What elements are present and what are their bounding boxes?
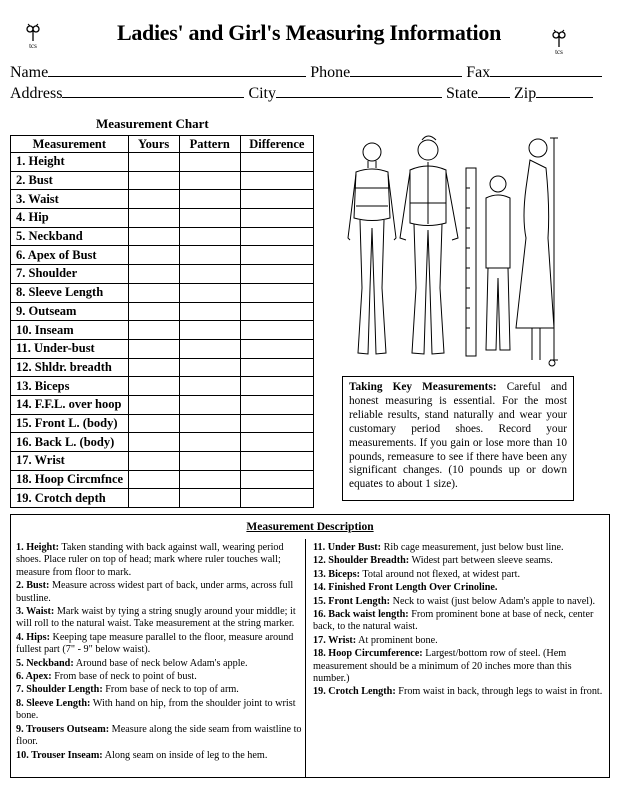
address-label: Address (10, 85, 63, 102)
difference-cell[interactable] (240, 227, 313, 246)
description-text: With hand on hip, from the shoulder joint to wrist bone. (16, 697, 296, 722)
name-label: Name (10, 64, 49, 81)
difference-cell[interactable] (240, 302, 313, 321)
phone-field[interactable] (350, 63, 462, 77)
description-item (16, 658, 306, 670)
yours-cell[interactable] (128, 227, 179, 246)
zip-label: Zip (514, 85, 537, 102)
yours-cell[interactable] (128, 339, 179, 358)
measurement-name (11, 227, 129, 246)
description-text: Keeping tape measure parallel to the floor, measure around fullest part (7" - 9" below waist). (16, 631, 294, 656)
yours-cell[interactable] (128, 433, 179, 452)
city-field[interactable] (276, 84, 442, 98)
description-item (313, 582, 605, 594)
measurement-name (11, 190, 129, 209)
description-text: Largest/bottom row of steel. (Hem measurement should be a minimum of 20 inches more than this number.) (313, 648, 572, 685)
key-measurements-note (342, 376, 574, 501)
pattern-cell[interactable] (179, 302, 240, 321)
address-field[interactable] (62, 84, 244, 98)
yours-cell[interactable] (128, 265, 179, 284)
pattern-cell[interactable] (179, 414, 240, 433)
measurement-label: 13. Biceps (16, 378, 70, 393)
measurement-label: 16. Back L. (body) (16, 434, 115, 449)
chart-row (11, 302, 314, 321)
difference-cell[interactable] (240, 283, 313, 302)
description-label: 19. Crotch Length: (313, 686, 396, 698)
description-text: At prominent bone. (356, 634, 438, 646)
pattern-cell[interactable] (179, 470, 240, 489)
description-item (313, 648, 605, 685)
description-text: Taken standing with back against wall, wearing period shoes. Place ruler on top of head; mark where ruler touches wall; measure from floor to mark. (16, 542, 284, 578)
measurement-name (11, 265, 129, 284)
measurement-label: 11. Under-bust (16, 341, 95, 356)
measurement-label: 2. Bust (16, 173, 53, 188)
yours-cell[interactable] (128, 452, 179, 471)
pattern-cell[interactable] (179, 153, 240, 172)
description-item (16, 724, 306, 749)
description-text: Neck to waist (just below Adam's apple to navel). (390, 595, 596, 607)
yours-cell[interactable] (128, 321, 179, 340)
key-text: Careful and honest measuring is essential. For the most reliable results, stand naturally and wear your customary period shoes. Record your measurements. If you gain or lose more than 10 pounds, remeasure to see if there have been any significant changes. (10 pounds up or down equates to about 1 size). (349, 381, 568, 491)
difference-cell[interactable] (240, 153, 313, 172)
description-item (313, 542, 605, 554)
pattern-cell[interactable] (179, 358, 240, 377)
pattern-cell[interactable] (179, 265, 240, 284)
city-label: City (248, 85, 276, 102)
measurement-label: 8. Sleeve Length (16, 285, 104, 300)
chart-row (11, 190, 314, 209)
measurement-name (11, 358, 129, 377)
description-item (313, 635, 605, 647)
pattern-cell[interactable] (179, 452, 240, 471)
measurement-name (11, 339, 129, 358)
phone-label: Phone (310, 64, 351, 81)
description-label: 4. Hips: (16, 631, 50, 643)
description-text: Rib cage measurement, just below bust line. (381, 542, 564, 553)
chart-row (11, 209, 314, 228)
measurement-name (11, 153, 129, 172)
state-field[interactable] (478, 84, 510, 98)
yours-cell[interactable] (128, 414, 179, 433)
description-label: 13. Biceps: (313, 568, 360, 580)
description-label: 9. Trousers Outseam: (16, 723, 110, 735)
description-item (313, 686, 605, 698)
measurement-label: 7. Shoulder (16, 266, 78, 281)
figure-drawing-icon (340, 128, 565, 368)
measurement-label: 1. Height (16, 154, 65, 169)
description-item (313, 569, 605, 581)
pattern-cell[interactable] (179, 339, 240, 358)
description-item (16, 632, 306, 657)
pattern-cell[interactable] (179, 209, 240, 228)
description-item (16, 698, 306, 723)
measurement-label: 5. Neckband (16, 229, 83, 244)
description-label: 3. Waist: (16, 606, 55, 618)
measurement-label: 14. F.F.L. over hoop (16, 397, 122, 412)
yours-cell[interactable] (128, 171, 179, 190)
measurement-label: 9. Outseam (16, 303, 77, 318)
description-label: 12. Shoulder Breadth: (313, 555, 410, 567)
description-label: 5. Neckband: (16, 657, 74, 669)
chart-row (11, 470, 314, 489)
chart-title: Measurement Chart (96, 116, 209, 131)
description-label: 7. Shoulder Length: (16, 684, 103, 696)
chart-row (11, 433, 314, 452)
chart-row (11, 414, 314, 433)
measurement-name (11, 470, 129, 489)
description-item (16, 580, 306, 605)
pattern-cell[interactable] (179, 190, 240, 209)
description-text: Widest part between sleeve seams. (409, 555, 553, 567)
measurement-name (11, 302, 129, 321)
description-label: 1. Height: (16, 542, 60, 553)
measurement-label: 17. Wrist (16, 453, 65, 468)
pattern-cell[interactable] (179, 283, 240, 302)
description-text: Measure along the side seam from waistline to floor. (16, 723, 302, 748)
measurement-name (11, 489, 129, 508)
description-item (313, 609, 605, 634)
measurement-label: 3. Waist (16, 191, 59, 206)
description-label: 2. Bust: (16, 580, 50, 592)
page-title: Ladies' and Girl's Measuring Information (116, 20, 502, 45)
difference-cell[interactable] (240, 358, 313, 377)
difference-cell[interactable] (240, 489, 313, 508)
description-item (16, 750, 306, 762)
description-right-column (313, 542, 605, 700)
description-item (16, 671, 306, 683)
chart-row (11, 358, 314, 377)
difference-cell[interactable] (240, 395, 313, 414)
description-text: Measure across widest part of back, under arms, across full bustline. (16, 580, 294, 604)
chart-row (11, 339, 314, 358)
key-heading: Taking Key Measurements: (349, 381, 497, 393)
description-label: 14. Finished Front Length Over Crinoline. (313, 582, 498, 594)
description-label: 6. Apex: (16, 671, 52, 683)
measuring-figures-illustration (340, 128, 565, 368)
yours-cell[interactable] (128, 489, 179, 508)
description-label: 16. Back waist length: (313, 609, 409, 621)
description-label: 17. Wrist: (313, 634, 357, 646)
chart-row (11, 153, 314, 172)
difference-cell[interactable] (240, 452, 313, 471)
yours-cell[interactable] (128, 209, 179, 228)
measurement-name (11, 246, 129, 265)
measurement-label: 18. Hoop Circmfnce (16, 472, 124, 487)
chart-header-row (11, 136, 314, 153)
measurement-chart (10, 135, 314, 508)
measurement-name (11, 209, 129, 228)
description-item (16, 542, 306, 579)
description-text: From prominent bone at base of neck, center back, to the natural waist. (313, 609, 594, 633)
description-text: From waist in back, through legs to waist in front. (395, 686, 603, 698)
measurement-name (11, 171, 129, 190)
yours-cell[interactable] (128, 302, 179, 321)
difference-cell[interactable] (240, 433, 313, 452)
chart-row (11, 283, 314, 302)
difference-cell[interactable] (240, 470, 313, 489)
measurement-name (11, 321, 129, 340)
measurement-description-box (10, 514, 610, 778)
measurement-label: 12. Shldr. breadth (16, 359, 112, 374)
description-title: Measurement Description (246, 521, 374, 533)
measurement-name (11, 395, 129, 414)
yours-cell[interactable] (128, 470, 179, 489)
difference-cell[interactable] (240, 190, 313, 209)
fax-field[interactable] (490, 63, 602, 77)
description-label: 10. Trouser Inseam: (16, 749, 103, 761)
difference-cell[interactable] (240, 377, 313, 396)
pattern-cell[interactable] (179, 489, 240, 508)
measurement-label: 10. Inseam (16, 322, 74, 337)
description-text: Along seam on inside of leg to the hem. (102, 749, 268, 761)
pattern-cell[interactable] (179, 321, 240, 340)
header-measurement: Measurement (11, 136, 129, 153)
difference-cell[interactable] (240, 265, 313, 284)
description-label: 15. Front Length: (313, 595, 391, 607)
difference-cell[interactable] (240, 339, 313, 358)
yours-cell[interactable] (128, 153, 179, 172)
measurement-name (11, 433, 129, 452)
measurement-name (11, 377, 129, 396)
chart-row (11, 377, 314, 396)
measurement-name (11, 452, 129, 471)
description-label: 18. Hoop Circumference: (313, 648, 423, 660)
description-item (313, 555, 605, 567)
header-difference: Difference (240, 136, 313, 153)
description-text: Around base of neck below Adam's apple. (73, 657, 248, 669)
chart-row (11, 227, 314, 246)
pattern-cell[interactable] (179, 433, 240, 452)
contact-row-1 (10, 63, 602, 82)
description-label: 11. Under Bust: (313, 542, 382, 553)
difference-cell[interactable] (240, 209, 313, 228)
measurement-label: 19. Crotch depth (16, 490, 106, 505)
measurement-label: 6. Apex of Bust (16, 247, 97, 262)
fax-label: Fax (466, 64, 491, 81)
contact-row-2 (10, 84, 593, 103)
difference-cell[interactable] (240, 171, 313, 190)
description-label: 8. Sleeve Length: (16, 697, 91, 709)
measurement-label: 4. Hip (16, 210, 49, 225)
description-left-column (16, 542, 306, 763)
measurement-name (11, 283, 129, 302)
chart-row (11, 452, 314, 471)
yours-cell[interactable] (128, 395, 179, 414)
chart-row (11, 265, 314, 284)
yours-cell[interactable] (128, 190, 179, 209)
chart-row (11, 321, 314, 340)
pattern-cell[interactable] (179, 395, 240, 414)
difference-cell[interactable] (240, 414, 313, 433)
pattern-cell[interactable] (179, 377, 240, 396)
zip-field[interactable] (536, 84, 593, 98)
description-item (313, 596, 605, 608)
description-text: From base of neck to point of bust. (51, 671, 197, 683)
chart-row (11, 489, 314, 508)
difference-cell[interactable] (240, 321, 313, 340)
description-text: Mark waist by tying a string snugly around your middle; it will roll to the natural waist. Take measurement at the string marker. (16, 606, 296, 630)
chart-row (11, 171, 314, 190)
measurement-label: 15. Front L. (body) (16, 415, 118, 430)
description-item (16, 684, 306, 696)
yours-cell[interactable] (128, 283, 179, 302)
chart-row (11, 395, 314, 414)
description-text: Total around not flexed, at widest part. (359, 568, 521, 580)
pattern-cell[interactable] (179, 246, 240, 265)
difference-cell[interactable] (240, 246, 313, 265)
chart-row (11, 246, 314, 265)
state-label: State (446, 85, 478, 102)
measurement-name (11, 414, 129, 433)
name-field[interactable] (48, 63, 306, 77)
description-text: From base of neck to top of arm. (102, 684, 239, 696)
logo-text: tcs (555, 48, 563, 56)
pattern-cell[interactable] (179, 171, 240, 190)
header-yours: Yours (128, 136, 179, 153)
logo-text: tcs (29, 42, 37, 50)
header-pattern: Pattern (179, 136, 240, 153)
yours-cell[interactable] (128, 246, 179, 265)
yours-cell[interactable] (128, 358, 179, 377)
pattern-cell[interactable] (179, 227, 240, 246)
yours-cell[interactable] (128, 377, 179, 396)
description-item (16, 606, 306, 631)
